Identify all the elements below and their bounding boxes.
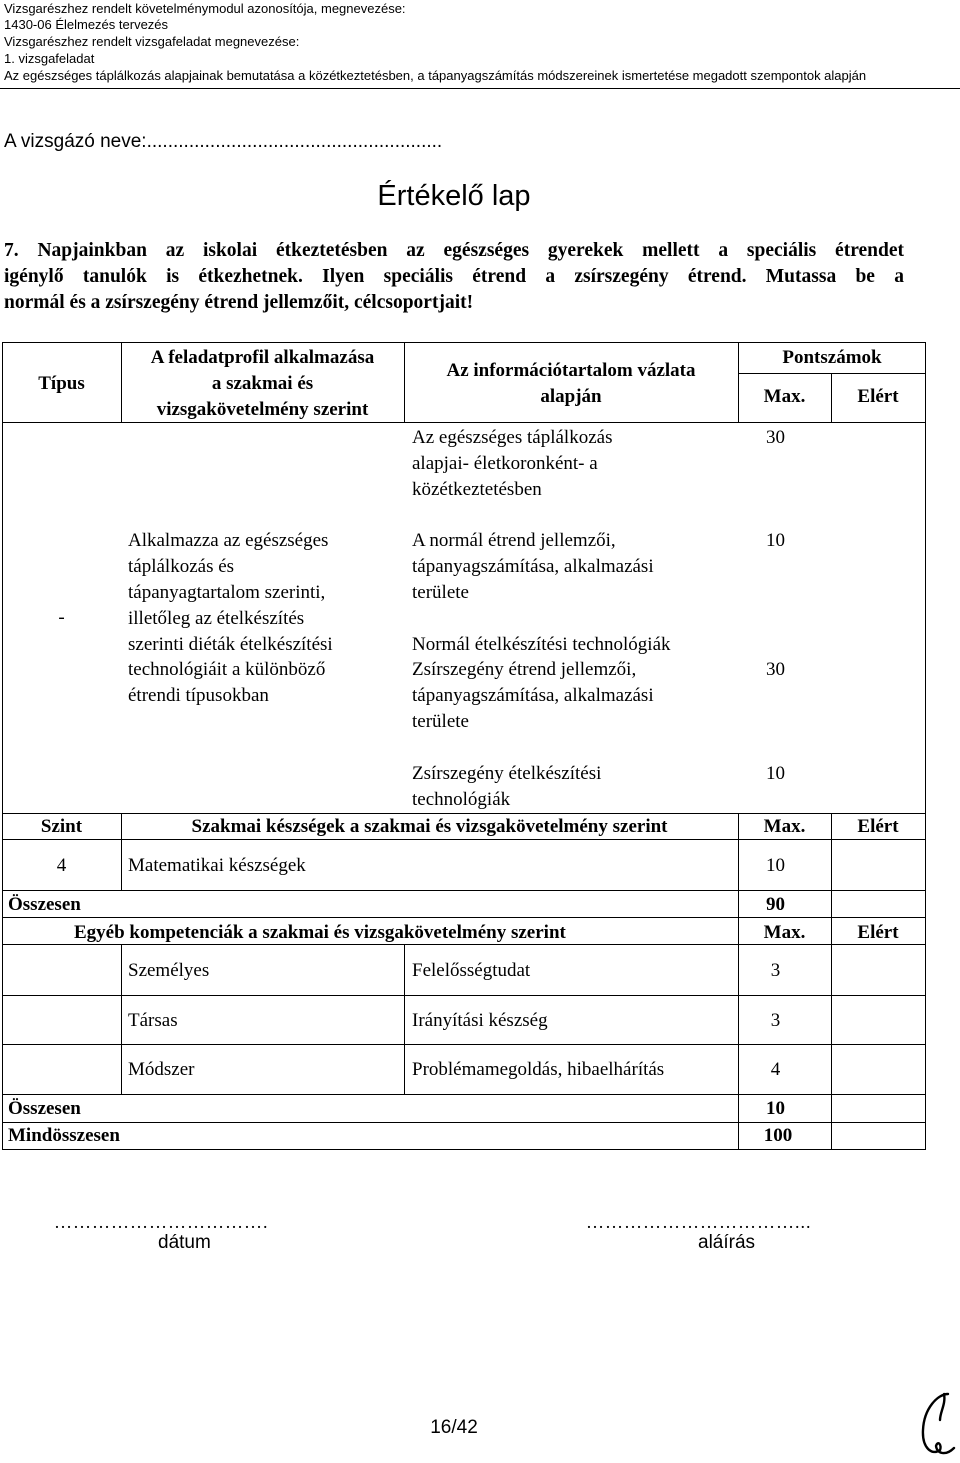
subtotal-label: Összesen bbox=[8, 894, 81, 915]
page-title: Értékelő lap bbox=[377, 180, 531, 212]
task-line: 7. Napjainkban az iskolai étkeztetésben az egészséges gyerekek mellett a speciális étrendet bbox=[4, 240, 904, 261]
info-line: Zsírszegény ételkészítési bbox=[412, 763, 602, 784]
skill-max: 10 bbox=[766, 855, 785, 876]
info-line: A normál étrend jellemzői, bbox=[412, 530, 616, 551]
task-line: normál és a zsírszegény étrend jellemzőit, célcsoportjait! bbox=[4, 292, 474, 313]
table-border bbox=[121, 944, 122, 1095]
competency-name: Felelősségtudat bbox=[412, 960, 531, 981]
col-points-header: Pontszámok bbox=[782, 347, 882, 368]
info-line: területe bbox=[412, 582, 469, 603]
module-name: 1430-06 Élelmezés tervezés bbox=[4, 17, 169, 32]
competency-category: Társas bbox=[128, 1010, 178, 1031]
col-profile-header: A feladatprofil alkalmazása bbox=[150, 347, 375, 368]
date-line: ……………………………. bbox=[54, 1212, 269, 1232]
col-level-header: Szint bbox=[40, 816, 83, 837]
table-border bbox=[2, 995, 926, 996]
profile-line: étrendi típusokban bbox=[128, 685, 269, 706]
competency-name: Problémamegoldás, hibaelhárítás bbox=[412, 1059, 665, 1080]
table-border bbox=[925, 342, 926, 1142]
grand-total-max: 100 bbox=[763, 1125, 793, 1146]
date-label: dátum bbox=[158, 1232, 211, 1253]
col-profile-header: vizsgakövetelmény szerint bbox=[156, 399, 369, 420]
item-max: 10 bbox=[766, 530, 785, 551]
task-description bbox=[4, 238, 904, 316]
col-profile-header: a szakmai és bbox=[211, 373, 314, 394]
info-line: közétkeztetésben bbox=[412, 479, 542, 500]
table-border bbox=[404, 944, 405, 1095]
competency-category: Személyes bbox=[128, 960, 210, 981]
skill-level: 4 bbox=[56, 855, 67, 876]
item-max: 10 bbox=[766, 763, 785, 784]
profile-line: szerinti diéták ételkészítési bbox=[128, 634, 333, 655]
table-border bbox=[831, 890, 832, 917]
skill-name: Matematikai készségek bbox=[128, 855, 306, 876]
table-border bbox=[925, 1094, 926, 1150]
col-achieved-header: Elért bbox=[857, 922, 899, 943]
task-label: Vizsgarészhez rendelt vizsgafeladat megnevezése: bbox=[4, 34, 300, 49]
competency-max: 3 bbox=[770, 960, 781, 981]
info-line: alapjai- életkoronként- a bbox=[412, 453, 598, 474]
competency-name: Irányítási készség bbox=[412, 1010, 548, 1031]
table-border bbox=[831, 944, 832, 1150]
info-line: tápanyagszámítása, alkalmazási bbox=[412, 556, 654, 577]
candidate-name-field: A vizsgázó neve:........................................................ bbox=[4, 131, 443, 152]
col-info-header: alapján bbox=[540, 386, 602, 407]
table-border bbox=[738, 373, 926, 374]
profile-line: technológiáit a különböző bbox=[128, 659, 326, 680]
grand-total-label: Mindösszesen bbox=[8, 1125, 120, 1146]
info-line: Normál ételkészítési technológiák bbox=[412, 634, 671, 655]
competencies-title: Egyéb kompetenciák a szakmai és vizsgakövetelmény szerint bbox=[74, 922, 566, 943]
info-line: technológiák bbox=[412, 789, 511, 810]
col-max-header: Max. bbox=[763, 386, 806, 407]
table-border bbox=[2, 890, 926, 891]
competency-category: Módszer bbox=[128, 1059, 195, 1080]
info-line: Az egészséges táplálkozás bbox=[412, 427, 613, 448]
signature-line: ……………………………... bbox=[586, 1212, 812, 1232]
total-label: Összesen bbox=[8, 1098, 81, 1119]
header-divider bbox=[0, 88, 960, 89]
col-skill-header: Szakmai készségek a szakmai és vizsgakövetelmény szerint bbox=[191, 816, 668, 837]
table-border bbox=[2, 1149, 926, 1150]
table-border bbox=[2, 342, 3, 1142]
table-border bbox=[2, 1094, 3, 1150]
module-label: Vizsgarészhez rendelt követelménymodul azonosítója, megnevezése: bbox=[4, 1, 406, 16]
page-number: 16/42 bbox=[430, 1417, 478, 1438]
total-max: 10 bbox=[766, 1098, 785, 1119]
info-line: tápanyagszámítása, alkalmazási bbox=[412, 685, 654, 706]
col-max-header: Max. bbox=[763, 816, 806, 837]
task-name: Az egészséges táplálkozás alapjainak bemutatása a közétkeztetésben, a tápanyagszámítás módszereinek ismertetése megadott szempontok alapján bbox=[4, 68, 867, 83]
info-line: Zsírszegény étrend jellemzői, bbox=[412, 659, 637, 680]
item-max: 30 bbox=[766, 659, 785, 680]
col-max-header: Max. bbox=[763, 922, 806, 943]
info-line: területe bbox=[412, 711, 469, 732]
table-border bbox=[2, 1094, 926, 1095]
type-value: - bbox=[58, 607, 65, 628]
task-line: igénylő tanulók is étkezhetnek. Ilyen speciális étrend a zsírszegény étrend. Mutassa be a bbox=[4, 266, 904, 287]
col-info-header: Az információtartalom vázlata bbox=[446, 360, 696, 381]
item-max: 30 bbox=[766, 427, 785, 448]
table-border bbox=[2, 342, 926, 343]
table-border bbox=[2, 1044, 926, 1045]
col-achieved-header: Elért bbox=[857, 386, 899, 407]
competency-max: 3 bbox=[770, 1010, 781, 1031]
profile-line: illetőleg az ételkészítés bbox=[128, 608, 305, 629]
profile-line: táplálkozás és bbox=[128, 556, 235, 577]
competency-max: 4 bbox=[770, 1059, 781, 1080]
signature-mark bbox=[918, 1390, 958, 1460]
col-achieved-header: Elért bbox=[857, 816, 899, 837]
signature-label: aláírás bbox=[698, 1232, 756, 1253]
profile-line: tápanyagtartalom szerinti, bbox=[128, 582, 326, 603]
col-type-header: Típus bbox=[38, 373, 85, 394]
subtotal-max: 90 bbox=[766, 894, 785, 915]
task-number: 1. vizsgafeladat bbox=[4, 51, 95, 66]
profile-line: Alkalmazza az egészséges bbox=[128, 530, 329, 551]
